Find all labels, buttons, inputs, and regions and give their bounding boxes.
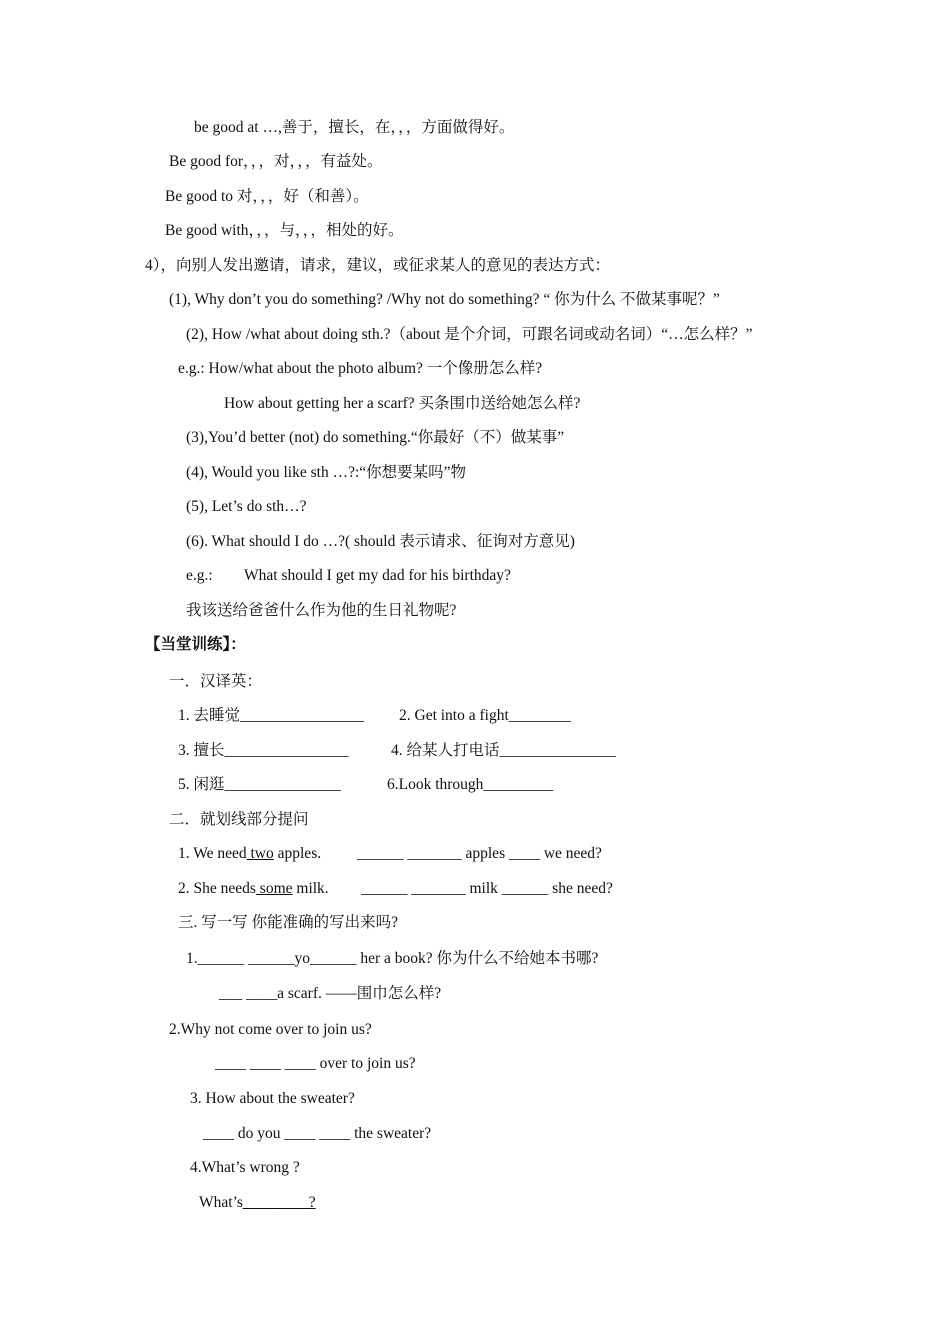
expression-1: (1), Why don’t you do something? /Why not do something? “ 你为什么 不做某事呢？”: [169, 291, 720, 308]
expression-6: (6). What should I do …?( should 表示请求、征询对方意见): [186, 533, 575, 550]
answer-3-2: ____ ____ ____ over to join us?: [215, 1055, 416, 1072]
example-translation: 我该送给爸爸什么作为他的生日礼物呢?: [186, 602, 457, 619]
answer-blank: ____ ____?: [242, 1194, 316, 1211]
expression-3: (3),You’d better (not) do something.“你最好（不）做某事”: [186, 429, 565, 446]
sentence-start: 1. We need: [178, 845, 247, 862]
example-scarf: How about getting her a scarf? 买条围巾送给她怎么样?: [224, 395, 581, 412]
text-line-be-good-at: be good at …,善于，擅长，在，，，方面做得好。: [194, 119, 515, 136]
expression-5: (5), Let’s do sth…?: [186, 498, 307, 515]
question-1-3: 3. 擅长________________: [178, 742, 349, 759]
part-two-heading: 二．就划线部分提问: [169, 811, 309, 828]
text-line-be-good-to: Be good to 对，，，好（和善）。: [165, 188, 369, 205]
text-line-be-good-with: Be good with，，，与，，，相处的好。: [165, 222, 404, 239]
underlined-word: some: [255, 880, 293, 897]
question-3-1b: ___ ____a scarf. ——围巾怎么样?: [219, 985, 442, 1002]
question-2-2: [178, 879, 329, 899]
text-line-be-good-for: Be good for，，，对，，，有益处。: [169, 153, 383, 170]
question-1-6: 6.Look through_________: [387, 776, 554, 793]
underlined-word: two: [246, 845, 274, 862]
question-1-2: 2. Get into a fight________: [399, 707, 571, 724]
sentence-start: 2. She needs: [178, 880, 256, 897]
practice-heading: 【当堂训练】：: [145, 636, 246, 653]
section-heading-4: 4），向别人发出邀请，请求，建议，或征求某人的意见的表达方式：: [145, 257, 611, 274]
sentence-end: milk.: [292, 880, 329, 897]
answer-2-1: ______ _______ apples ____ we need?: [357, 845, 602, 862]
question-3-2: 2.Why not come over to join us?: [169, 1021, 372, 1038]
question-2-1: [178, 844, 321, 864]
question-3-4: 4.What’s wrong ?: [190, 1159, 300, 1176]
example-birthday: What should I get my dad for his birthday?: [244, 567, 511, 584]
question-3-3: 3. How about the sweater?: [190, 1090, 355, 1107]
answer-3-3: ____ do you ____ ____ the sweater?: [203, 1125, 432, 1142]
question-1-1: 1. 去睡觉________________: [178, 707, 365, 724]
answer-2-2: ______ _______ milk ______ she need?: [361, 880, 613, 897]
question-1-5: 5. 闲逛_______________: [178, 776, 341, 793]
answer-prefix: What’s: [199, 1194, 243, 1211]
part-three-heading: 三. 写一写 你能准确的写出来吗?: [178, 914, 399, 931]
expression-4: (4), Would you like sth …?:“你想要某吗”物: [186, 464, 467, 481]
part-one-heading: 一．汉译英：: [169, 673, 263, 690]
example-photo-album: e.g.: How/what about the photo album? 一个像册怎么样?: [178, 360, 543, 377]
answer-3-4: [199, 1193, 316, 1213]
sentence-end: apples.: [273, 845, 322, 862]
question-3-1: 1.______ ______yo______ her a book? 你为什么不给她本书哪?: [186, 950, 599, 967]
example-label: e.g.:: [186, 567, 213, 584]
question-1-4: 4. 给某人打电话_______________: [391, 742, 616, 759]
expression-2: (2), How /what about doing sth.?（about 是个介词，可跟名词或动名词）“…怎么样？”: [186, 326, 753, 343]
